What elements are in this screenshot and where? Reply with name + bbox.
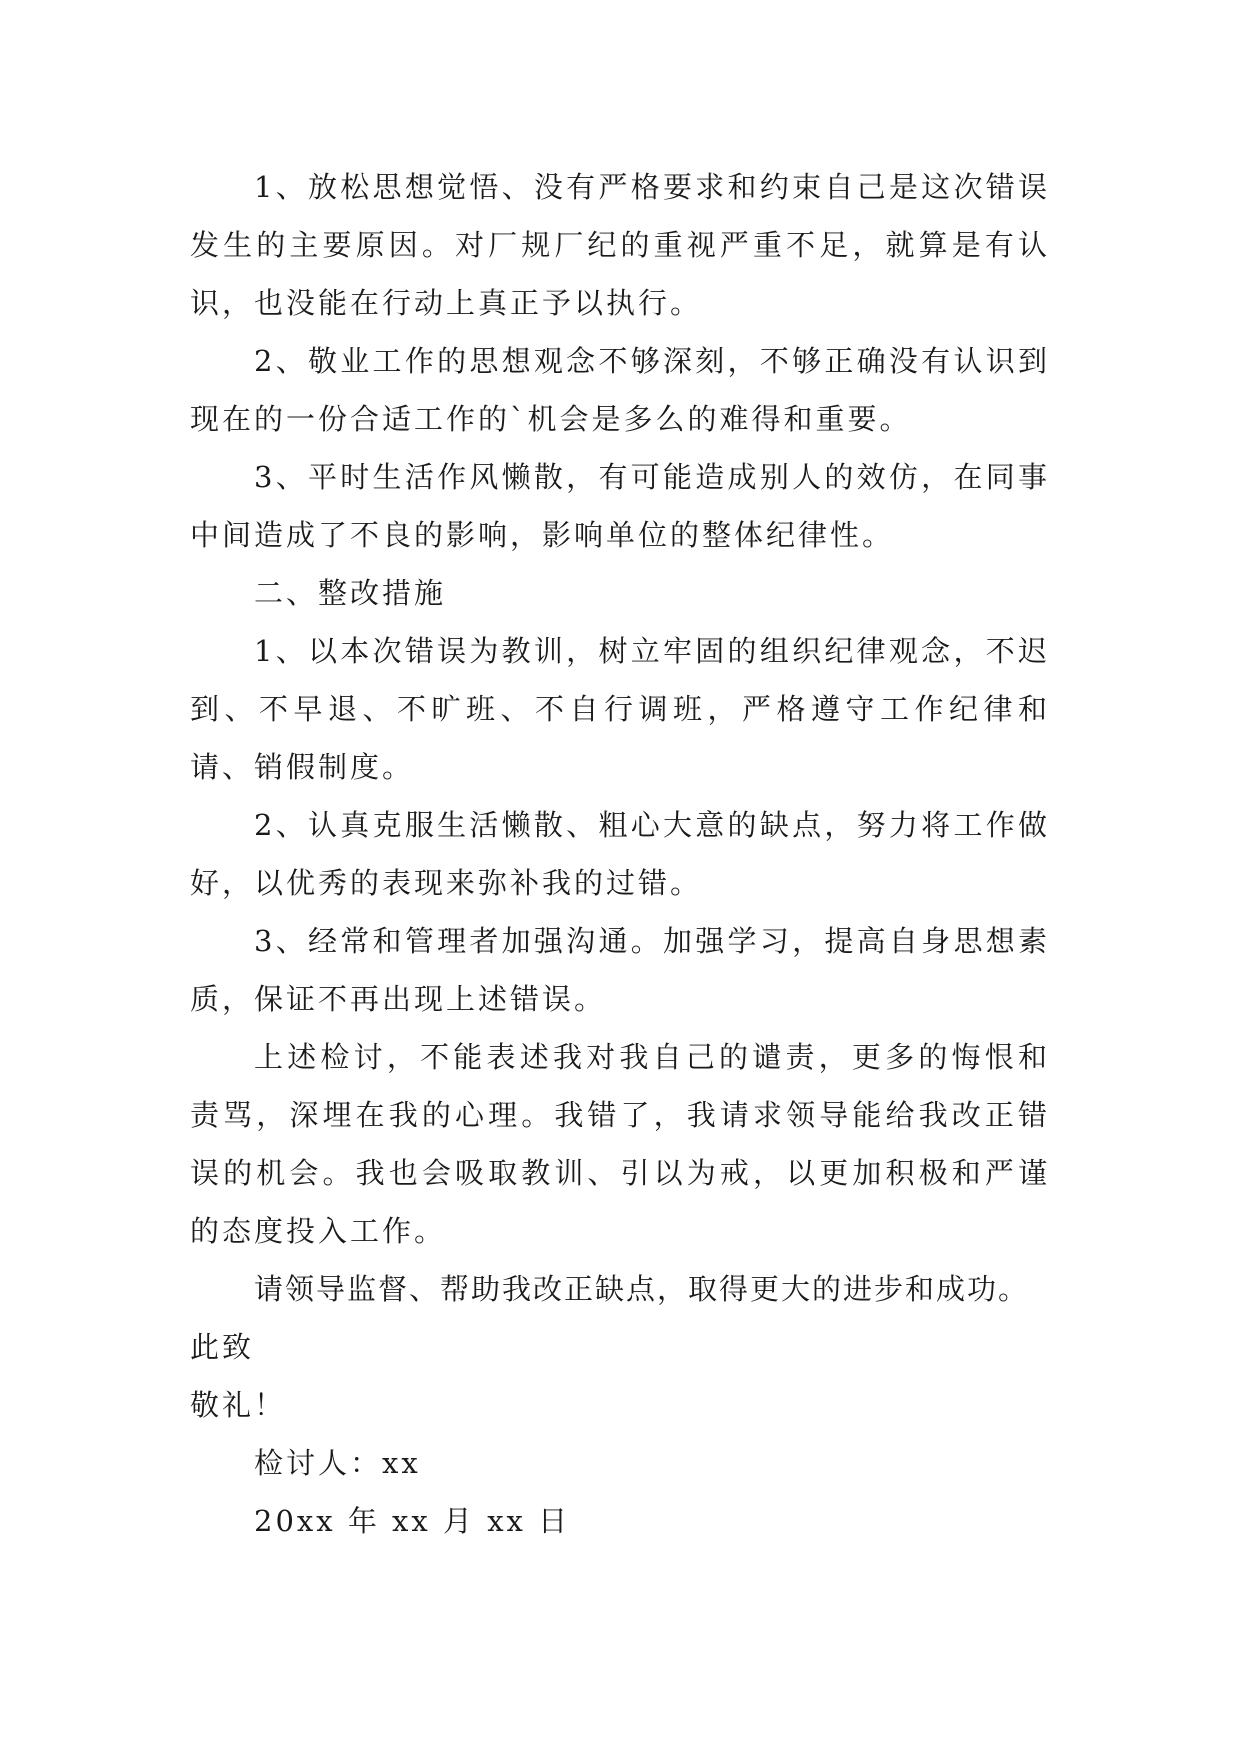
conclusion-paragraph: 上述检讨，不能表述我对我自己的谴责，更多的悔恨和责骂，深埋在我的心理。我错了，我请求领导能给我改正错误的机会。我也会吸取教训、引以为戒，以更加积极和严谨的态度投入工作。 xyxy=(190,1040,1050,1248)
document-body xyxy=(190,158,1050,1550)
measure-paragraph-2: 2、认真克服生活懒散、粗心大意的缺点，努力将工作做好，以优秀的表现来弥补我的过错。 xyxy=(190,808,1050,900)
signature-author: 检讨人：xx xyxy=(254,1446,421,1480)
reason-paragraph-1: 1、放松思想觉悟、没有严格要求和约束自己是这次错误发生的主要原因。对厂规厂纪的重视严重不足，就算是有认识，也没能在行动上真正予以执行。 xyxy=(190,170,1050,320)
closing-salutation-2: 敬礼！ xyxy=(190,1388,287,1422)
request-paragraph: 请领导监督、帮助我改正缺点，取得更大的进步和成功。 xyxy=(254,1272,1030,1306)
signature-date: 20xx 年 xx 月 xx 日 xyxy=(254,1504,571,1538)
measure-paragraph-3: 3、经常和管理者加强沟通。加强学习，提高自身思想素质，保证不再出现上述错误。 xyxy=(190,924,1050,1016)
reason-paragraph-3: 3、平时生活作风懒散，有可能造成别人的效仿，在同事中间造成了不良的影响，影响单位的整体纪律性。 xyxy=(190,460,1050,552)
reason-paragraph-2: 2、敬业工作的思想观念不够深刻，不够正确没有认识到现在的一份合适工作的`机会是多么的难得和重要。 xyxy=(190,344,1050,436)
measure-paragraph-1: 1、以本次错误为教训，树立牢固的组织纪律观念，不迟到、不早退、不旷班、不自行调班，严格遵守工作纪律和请、销假制度。 xyxy=(190,634,1050,784)
closing-salutation-1: 此致 xyxy=(190,1330,255,1364)
section-heading-measures: 二、整改措施 xyxy=(254,576,447,610)
